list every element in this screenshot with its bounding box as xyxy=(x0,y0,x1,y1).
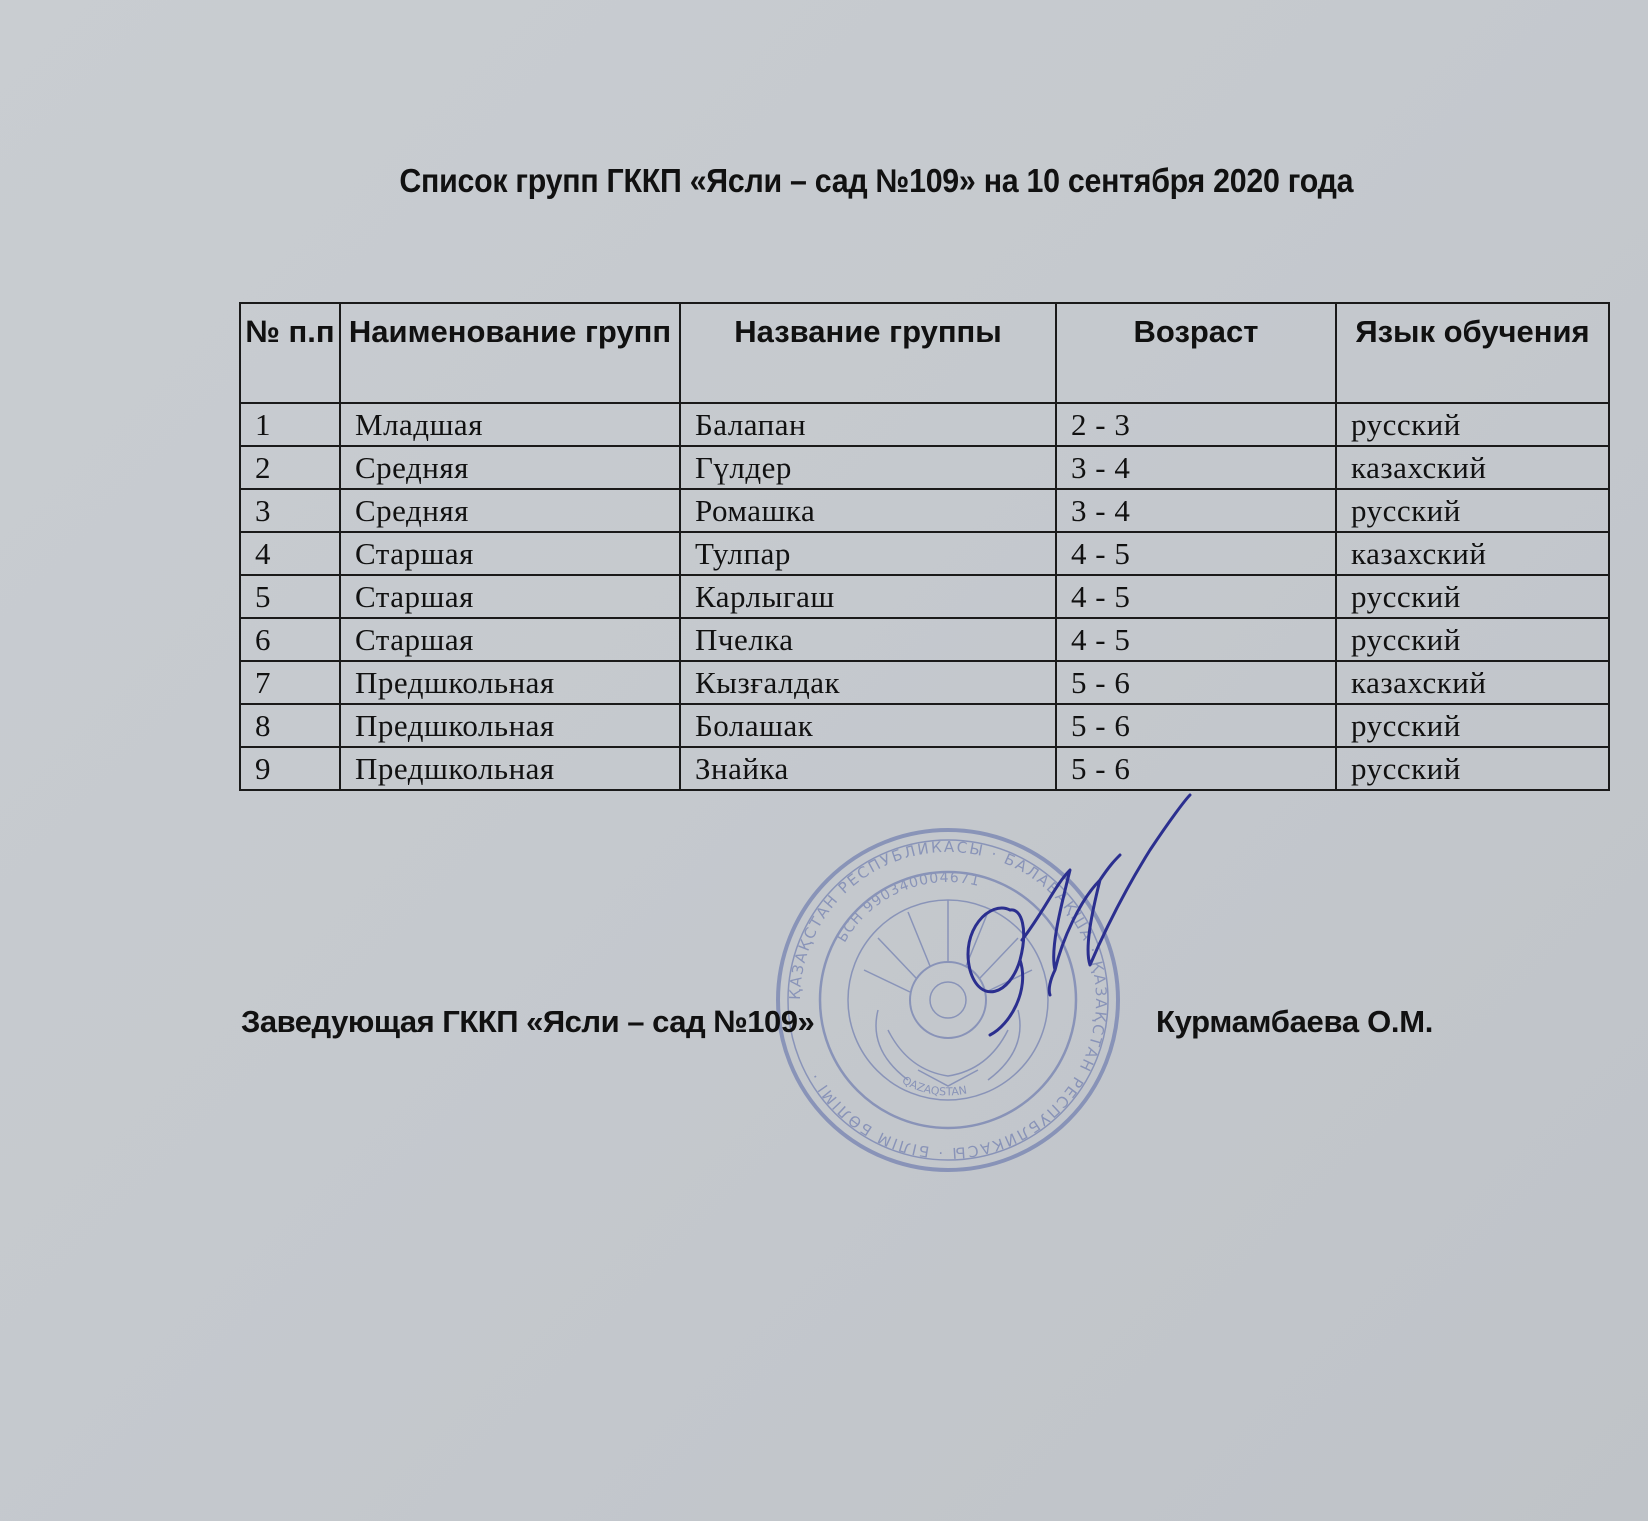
table-row xyxy=(240,747,1609,790)
cell-group-type: Предшкольная xyxy=(340,661,680,704)
cell-number: 1 xyxy=(240,403,340,446)
cell-group-type: Старшая xyxy=(340,618,680,661)
table-row xyxy=(240,575,1609,618)
cell-group-name: Гүлдер xyxy=(680,446,1056,489)
cell-language: казахский xyxy=(1336,532,1609,575)
cell-group-name: Тулпар xyxy=(680,532,1056,575)
cell-group-name: Балапан xyxy=(680,403,1056,446)
cell-number: 7 xyxy=(240,661,340,704)
cell-group-type: Младшая xyxy=(340,403,680,446)
cell-language: русский xyxy=(1336,575,1609,618)
header-language: Язык обучения xyxy=(1336,303,1609,403)
cell-number: 6 xyxy=(240,618,340,661)
cell-group-type: Старшая xyxy=(340,532,680,575)
signatory-name: Курмамбаева О.М. xyxy=(1156,1004,1434,1039)
cell-age: 5 - 6 xyxy=(1056,661,1336,704)
table-row xyxy=(240,532,1609,575)
signatory-position: Заведующая ГККП «Ясли – сад №109» xyxy=(241,1004,815,1039)
cell-language: русский xyxy=(1336,618,1609,661)
stamp-country-text: QAZAQSTAN xyxy=(899,1073,968,1099)
cell-language: казахский xyxy=(1336,446,1609,489)
table-row xyxy=(240,618,1609,661)
cell-language: русский xyxy=(1336,403,1609,446)
table-row xyxy=(240,446,1609,489)
cell-group-name: Кызғалдак xyxy=(680,661,1056,704)
cell-language: русский xyxy=(1336,489,1609,532)
cell-group-type: Предшкольная xyxy=(340,747,680,790)
cell-group-name: Болашак xyxy=(680,704,1056,747)
table-row xyxy=(240,403,1609,446)
cell-language: русский xyxy=(1336,704,1609,747)
stamp-bin-text: БСН 990340004671 xyxy=(834,869,982,946)
cell-number: 5 xyxy=(240,575,340,618)
stamp-ring-text: ҚАЗАҚСТАН РЕСПУБЛИКАСЫ · БАЛАБАҚША · ҚАЗАҚСТАН РЕСПУБЛИКАСЫ · БІЛІМ БӨЛІМІ · xyxy=(785,837,1111,1163)
cell-age: 3 - 4 xyxy=(1056,489,1336,532)
header-group-type: Наименование групп xyxy=(340,303,680,403)
cell-group-type: Средняя xyxy=(340,489,680,532)
cell-age: 4 - 5 xyxy=(1056,575,1336,618)
header-number: № п.п xyxy=(240,303,340,403)
svg-text:QAZAQSTAN xyxy=(900,1074,968,1099)
groups-table xyxy=(239,302,1610,791)
table-row xyxy=(240,661,1609,704)
cell-age: 5 - 6 xyxy=(1056,704,1336,747)
cell-age: 3 - 4 xyxy=(1056,446,1336,489)
cell-language: казахский xyxy=(1336,661,1609,704)
table-row xyxy=(240,489,1609,532)
header-age: Возраст xyxy=(1056,303,1336,403)
table-header-row xyxy=(240,303,1609,403)
cell-number: 3 xyxy=(240,489,340,532)
document-title: Список групп ГККП «Ясли – сад №109» на 10 сентября 2020 года xyxy=(399,162,1354,199)
cell-age: 4 - 5 xyxy=(1056,618,1336,661)
cell-age: 5 - 6 xyxy=(1056,747,1336,790)
cell-age: 2 - 3 xyxy=(1056,403,1336,446)
header-group-name: Название группы xyxy=(680,303,1056,403)
cell-number: 9 xyxy=(240,747,340,790)
cell-group-name: Ромашка xyxy=(680,489,1056,532)
cell-number: 8 xyxy=(240,704,340,747)
cell-number: 2 xyxy=(240,446,340,489)
cell-group-name: Пчелка xyxy=(680,618,1056,661)
cell-group-name: Знайка xyxy=(680,747,1056,790)
cell-number: 4 xyxy=(240,532,340,575)
cell-group-type: Средняя xyxy=(340,446,680,489)
cell-group-type: Старшая xyxy=(340,575,680,618)
cell-group-name: Карлыгаш xyxy=(680,575,1056,618)
cell-group-type: Предшкольная xyxy=(340,704,680,747)
table-row xyxy=(240,704,1609,747)
cell-age: 4 - 5 xyxy=(1056,532,1336,575)
cell-language: русский xyxy=(1336,747,1609,790)
